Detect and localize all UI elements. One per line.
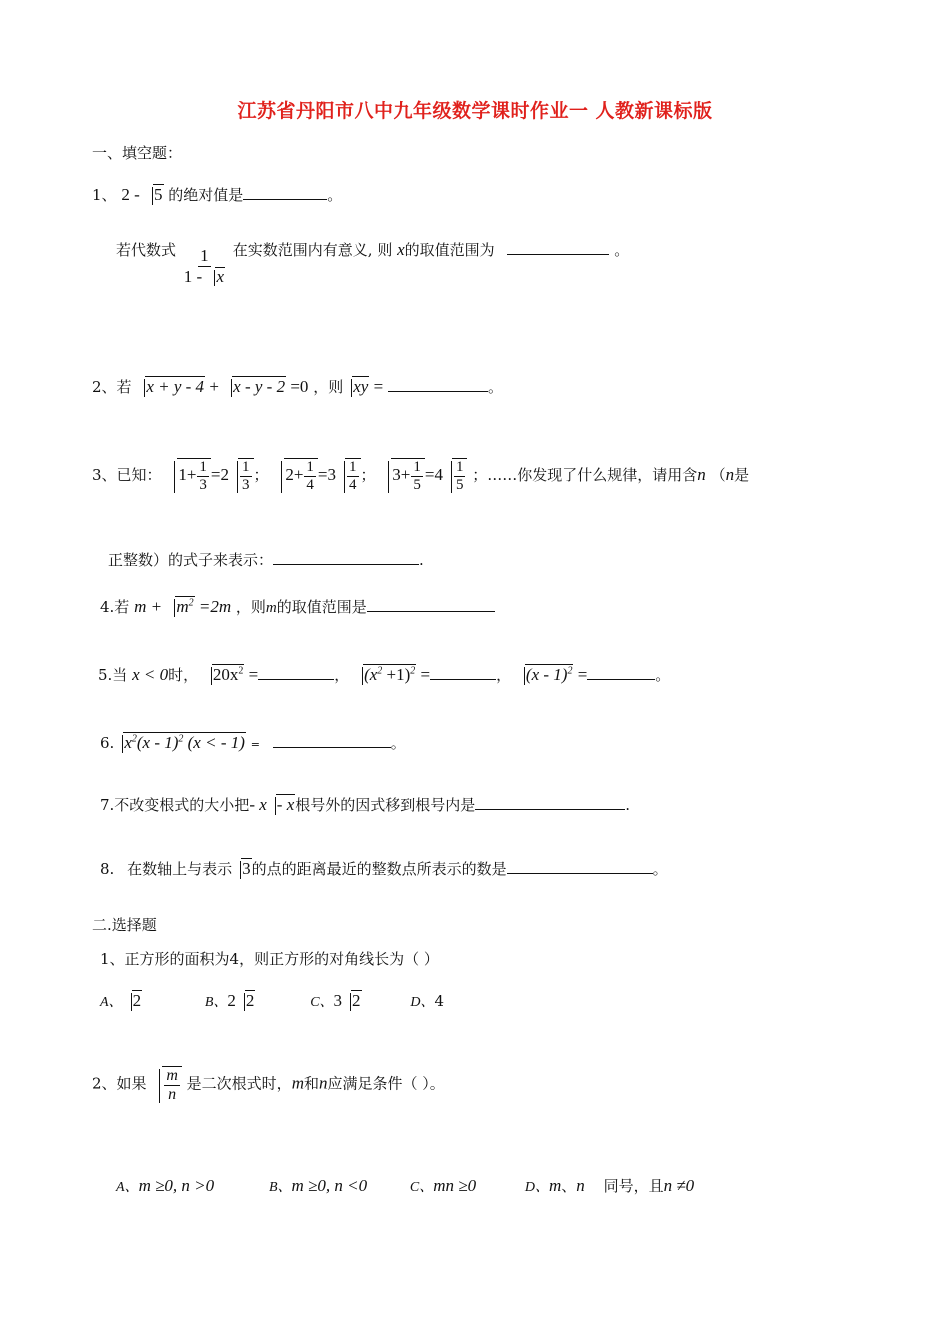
denominator: 5 xyxy=(413,476,421,493)
exponent: 2 xyxy=(567,665,573,677)
exponent: 2 xyxy=(188,597,194,609)
operator: = xyxy=(369,377,384,396)
question-text: 的取值范围是 xyxy=(276,598,367,616)
condition: (x < - 1) xyxy=(187,733,245,752)
variable: x xyxy=(397,240,405,259)
question-text: ，则 xyxy=(313,378,344,396)
option-d-value: 4 xyxy=(434,992,444,1010)
option-d-label[interactable]: D、 xyxy=(410,995,435,1010)
option-c-label[interactable]: C、 xyxy=(409,1180,434,1195)
separator: 、 xyxy=(561,1177,577,1195)
numerator: 1 xyxy=(242,459,250,475)
numerator: 1 xyxy=(306,459,314,475)
radicand: x xyxy=(124,733,132,752)
question-1b xyxy=(116,240,629,286)
separator: ； xyxy=(253,465,269,484)
denominator: 5 xyxy=(455,476,464,493)
question-text: 的绝对值是 xyxy=(168,186,244,204)
radicand: x - y - 2 xyxy=(233,377,286,396)
answer-blank[interactable] xyxy=(273,733,391,748)
question-text: 根号外的因式移到根号内是 xyxy=(295,796,476,814)
option-d-label[interactable]: D、 xyxy=(524,1180,549,1195)
operator: + xyxy=(205,377,224,396)
variable: m xyxy=(291,1073,304,1093)
question-text: 的取值范围为 xyxy=(404,241,495,259)
coefficient: =4 xyxy=(424,464,443,484)
option-a-label[interactable]: A、 xyxy=(116,1180,139,1195)
radicand: xy xyxy=(353,377,369,396)
question-text: ；……你发现了什么规律，请用含 xyxy=(472,465,698,484)
punct: 。 xyxy=(614,241,630,259)
question-text: 和 xyxy=(303,1074,319,1093)
question-5 xyxy=(98,664,670,685)
answer-blank[interactable] xyxy=(388,377,488,392)
expr: =2m xyxy=(194,597,232,616)
condition: x < 0 xyxy=(132,665,169,684)
radicand: +1) xyxy=(382,665,411,684)
exponent: 2 xyxy=(178,733,184,745)
punct: 。 xyxy=(390,734,406,752)
operator: = xyxy=(573,665,588,684)
question-3 xyxy=(92,458,749,493)
question-8 xyxy=(100,858,668,879)
variable: n xyxy=(318,1073,328,1093)
radicand: (x - 1) xyxy=(525,665,568,684)
answer-blank[interactable] xyxy=(367,597,495,612)
radicand: x + y - 4 xyxy=(146,377,205,396)
radicand: 2 xyxy=(245,991,255,1010)
punct: . xyxy=(625,796,631,814)
question-number: 3、已知： xyxy=(92,465,162,484)
term: 1+ xyxy=(178,464,197,484)
sqrt-expr xyxy=(144,184,164,205)
question-text: （ xyxy=(710,465,726,484)
numerator: 1 xyxy=(455,459,464,475)
operator: = xyxy=(416,665,431,684)
question-text: 在实数范围内有意义, 则 xyxy=(232,241,393,259)
expr: m + xyxy=(134,597,167,616)
punct: 。 xyxy=(327,186,343,204)
denominator: 3 xyxy=(199,476,207,493)
section-fill-blank-heading: 一、填空题： xyxy=(92,144,183,162)
question-text: 是 xyxy=(734,465,750,484)
choice-question-1: 1、正方形的面积为4，则正方形的对角线长为（ ） xyxy=(100,950,439,968)
numerator: 1 xyxy=(413,459,421,475)
option-d-text: 同号，且 xyxy=(603,1177,664,1195)
operator: = xyxy=(244,665,259,684)
question-text: 在数轴上与表示 xyxy=(127,860,233,878)
radicand: 20x xyxy=(212,665,239,684)
variable: n xyxy=(725,464,735,484)
answer-blank[interactable] xyxy=(243,185,327,200)
separator: ； xyxy=(360,465,376,484)
question-number: 4.若 xyxy=(100,598,130,616)
question-text: 若代数式 xyxy=(116,241,177,259)
term: 2+ xyxy=(285,464,304,484)
question-text: 应满足条件（ ）。 xyxy=(327,1074,445,1093)
question-4 xyxy=(100,596,495,617)
punct: 。 xyxy=(487,378,503,396)
numerator: m xyxy=(166,1067,178,1084)
answer-blank[interactable] xyxy=(507,859,653,874)
choice-question-2 xyxy=(92,1066,445,1103)
question-1 xyxy=(92,184,342,205)
numerator: 1 xyxy=(349,459,357,475)
question-2 xyxy=(92,376,503,397)
choice-2-options xyxy=(116,1176,694,1197)
operator: = xyxy=(250,738,260,751)
numerator: 1 xyxy=(199,459,207,475)
denominator: 4 xyxy=(306,476,314,493)
term: 3+ xyxy=(392,464,411,484)
question-text: ，则 xyxy=(235,598,266,616)
answer-blank[interactable] xyxy=(430,665,496,680)
numerator: 1 xyxy=(200,246,209,265)
question-number: 5.当 xyxy=(98,666,128,684)
option-a-expr: m ≥0, n >0 xyxy=(138,1176,215,1195)
answer-blank[interactable] xyxy=(273,550,419,565)
exponent: 2 xyxy=(131,733,137,745)
coefficient: =2 xyxy=(210,464,230,484)
option-b-expr: m ≥0, n <0 xyxy=(291,1176,368,1195)
question-text: 正整数）的式子来表示： xyxy=(108,551,274,569)
question-number: 8. xyxy=(100,860,115,878)
section-choice-heading: 二.选择题 xyxy=(92,916,157,934)
radicand: (x - 1) xyxy=(136,733,179,752)
radicand: - x xyxy=(276,795,295,814)
radicand: 2 xyxy=(352,991,361,1010)
radicand: m xyxy=(176,597,189,616)
expr: - x xyxy=(249,795,267,814)
question-text: 时， xyxy=(168,666,199,684)
denominator: 3 xyxy=(242,476,250,493)
question-number: 6. xyxy=(100,734,115,752)
separator: ， xyxy=(496,666,512,684)
page-title: 江苏省丹阳市八中九年级数学课时作业一 人教新课标版 xyxy=(237,100,713,122)
separator: ， xyxy=(334,666,350,684)
question-3-line-2 xyxy=(108,550,424,569)
radicand: x xyxy=(216,266,225,286)
question-text: 是二次根式时， xyxy=(186,1074,292,1093)
exponent: 2 xyxy=(377,665,383,677)
option-c-expr: mn ≥0 xyxy=(433,1176,477,1195)
coefficient: =3 xyxy=(317,464,336,484)
question-text: 的点的距离最近的整数点所表示的数是 xyxy=(251,860,507,878)
fraction xyxy=(182,247,227,286)
question-number: 2、若 xyxy=(92,378,132,396)
answer-blank[interactable] xyxy=(507,240,609,255)
option-d-expr: n ≠0 xyxy=(663,1176,695,1195)
choice-1-options xyxy=(100,990,444,1012)
radicand: 2 xyxy=(132,991,142,1010)
question-number: 1、 xyxy=(92,186,117,204)
option-b-label[interactable]: B、 xyxy=(268,1180,292,1195)
question-6 xyxy=(100,732,406,753)
denominator: n xyxy=(168,1085,177,1103)
answer-blank[interactable] xyxy=(587,665,655,680)
punct: 。 xyxy=(652,860,668,878)
option-a-label[interactable]: A、 xyxy=(100,995,123,1010)
variable: n xyxy=(697,464,706,484)
punct: . xyxy=(419,551,424,569)
variable: m xyxy=(265,600,277,616)
radicand: (x xyxy=(364,665,378,684)
radicand: 5 xyxy=(154,185,163,204)
answer-blank[interactable] xyxy=(258,665,334,680)
option-c-label[interactable]: C、 xyxy=(310,995,334,1010)
answer-blank[interactable] xyxy=(475,795,625,810)
operator: =0 xyxy=(286,377,309,396)
punct: 。 xyxy=(655,666,671,684)
coefficient: 3 xyxy=(333,991,343,1010)
exponent: 2 xyxy=(238,665,244,677)
expr: 2 - xyxy=(121,185,144,204)
coefficient: 2 xyxy=(227,991,236,1010)
question-text: 2、如果 xyxy=(92,1074,147,1093)
question-7 xyxy=(100,794,630,815)
variable: n xyxy=(576,1176,585,1195)
exponent: 2 xyxy=(410,665,416,677)
question-number: 7.不改变根式的大小把 xyxy=(100,796,250,814)
denominator: 4 xyxy=(349,476,357,493)
variable: m xyxy=(548,1176,562,1195)
denominator: 1 - xyxy=(183,266,207,286)
option-b-label[interactable]: B、 xyxy=(204,995,228,1010)
radicand: 3 xyxy=(242,859,251,878)
